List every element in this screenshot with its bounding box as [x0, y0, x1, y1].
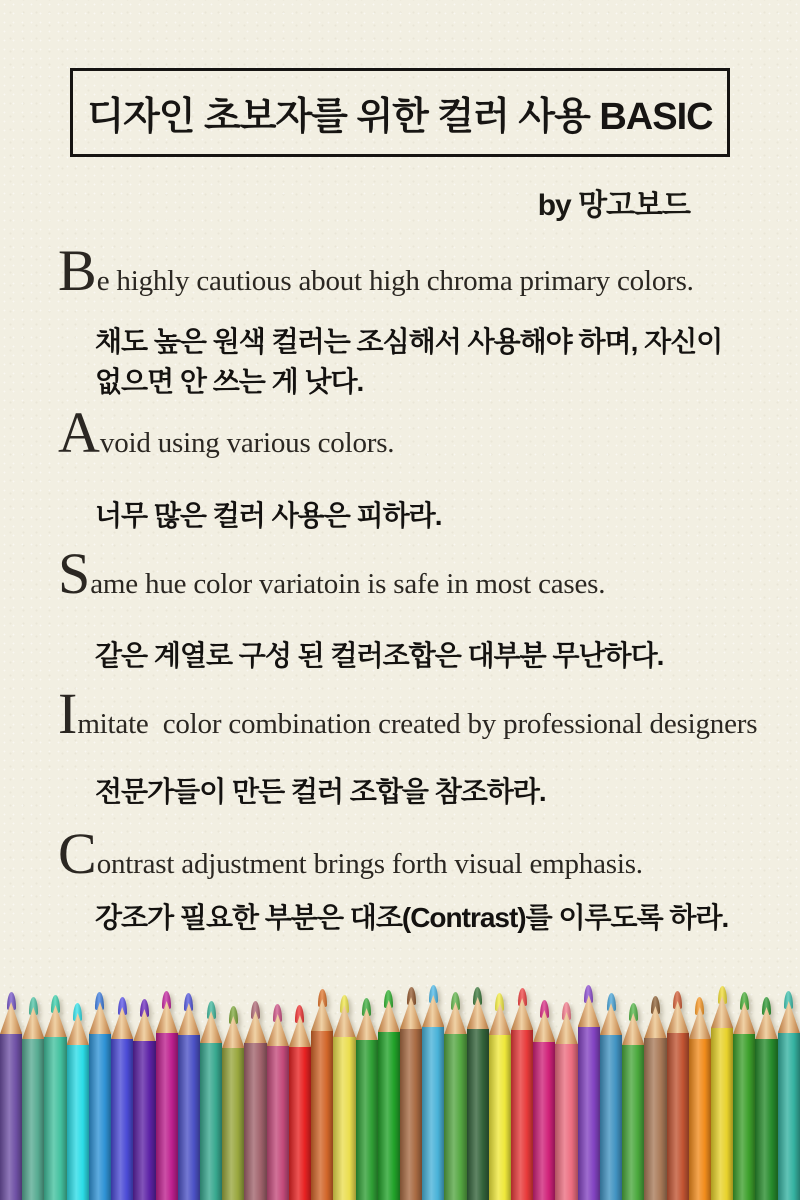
pencil-body — [555, 1044, 577, 1200]
pencil-body — [422, 1027, 444, 1200]
pencil-26 — [555, 1002, 577, 1200]
pencil-6 — [111, 997, 133, 1200]
pencil-body — [67, 1045, 89, 1200]
pencil-body — [667, 1033, 689, 1200]
byline: by 망고보드 — [537, 189, 690, 222]
pencil-body — [467, 1029, 489, 1200]
pencil-wood-cone — [22, 1007, 44, 1039]
pencil-wood-cone — [467, 997, 489, 1029]
pencil-21 — [444, 992, 466, 1200]
pencil-body — [778, 1033, 800, 1200]
pencil-wood-cone — [644, 1006, 666, 1038]
pencil-wood-cone — [489, 1003, 511, 1035]
pencil-wood-cone — [0, 1002, 22, 1034]
pencil-2 — [22, 997, 44, 1200]
section-c-korean-line-1: 강조가 필요한 부분은 대조(Contrast)를 이루도록 하라. — [95, 902, 729, 933]
pencil-body — [400, 1029, 422, 1200]
drop-cap-s: S — [58, 541, 91, 606]
pencil-wood-cone — [244, 1011, 266, 1043]
colored-pencils-row — [0, 985, 800, 1200]
section-b-korean-line-1: 채도 높은 원색 컬러는 조심해서 사용해야 하며, 자신이 — [95, 326, 723, 357]
pencil-body — [600, 1035, 622, 1200]
pencil-body — [178, 1035, 200, 1200]
pencil-body — [22, 1039, 44, 1200]
pencil-9 — [178, 993, 200, 1200]
section-s-korean — [95, 636, 785, 676]
pencil-wood-cone — [555, 1012, 577, 1044]
page-title: 디자인 초보자를 위한 컬러 사용 BASIC — [87, 96, 713, 138]
pencil-31 — [667, 991, 689, 1200]
pencil-body — [267, 1046, 289, 1200]
drop-cap-a: A — [58, 400, 100, 465]
pencil-body — [356, 1040, 378, 1200]
pencil-23 — [489, 993, 511, 1200]
pencil-wood-cone — [755, 1007, 777, 1039]
pencil-wood-cone — [356, 1008, 378, 1040]
section-b-korean — [95, 322, 785, 402]
pencil-body — [533, 1042, 555, 1200]
pencil-body — [733, 1034, 755, 1200]
section-i-korean-line-1: 전문가들이 만든 컬러 조합을 참조하라. — [95, 776, 546, 807]
pencil-body — [622, 1045, 644, 1200]
section-b-english-rest: e highly cautious about high chroma primary colors. — [96, 265, 694, 297]
pencil-wood-cone — [289, 1015, 311, 1047]
pencil-wood-cone — [689, 1007, 711, 1039]
pencil-30 — [644, 996, 666, 1200]
pencil-7 — [133, 999, 155, 1200]
pencil-20 — [422, 985, 444, 1200]
pencil-24 — [511, 988, 533, 1200]
pencil-body — [755, 1039, 777, 1200]
pencil-body — [44, 1037, 66, 1200]
section-a-english — [58, 400, 778, 465]
pencil-11 — [222, 1006, 244, 1200]
pencil-body — [311, 1031, 333, 1200]
pencil-body — [578, 1027, 600, 1200]
section-a-korean-line-1: 너무 많은 컬러 사용은 피하라. — [95, 500, 442, 531]
pencil-25 — [533, 1000, 555, 1200]
section-i-korean — [95, 772, 785, 812]
drop-cap-i: I — [58, 681, 78, 746]
section-a-korean — [95, 496, 785, 536]
pencil-34 — [733, 992, 755, 1200]
pencil-wood-cone — [733, 1002, 755, 1034]
pencil-15 — [311, 989, 333, 1200]
pencil-wood-cone — [267, 1014, 289, 1046]
pencil-body — [689, 1039, 711, 1200]
drop-cap-b: B — [58, 238, 97, 303]
pencil-wood-cone — [667, 1001, 689, 1033]
section-b-english — [58, 238, 778, 303]
pencil-3 — [44, 995, 66, 1200]
section-s-english — [58, 541, 778, 606]
pencil-13 — [267, 1004, 289, 1200]
pencil-body — [133, 1041, 155, 1200]
pencil-wood-cone — [44, 1005, 66, 1037]
pencil-body — [111, 1039, 133, 1200]
pencil-wood-cone — [89, 1002, 111, 1034]
pencil-body — [289, 1047, 311, 1200]
pencil-1 — [0, 992, 22, 1200]
pencil-4 — [67, 1003, 89, 1200]
section-i-english-rest: mitate color combination created by professional designers — [77, 708, 758, 740]
pencil-body — [89, 1034, 111, 1200]
pencil-body — [489, 1035, 511, 1200]
pencil-29 — [622, 1003, 644, 1200]
pencil-wood-cone — [422, 995, 444, 1027]
title-box — [70, 68, 730, 157]
pencil-body — [444, 1034, 466, 1200]
pencil-wood-cone — [222, 1016, 244, 1048]
section-c-english-rest: ontrast adjustment brings forth visual emphasis. — [96, 848, 643, 880]
pencil-12 — [244, 1001, 266, 1200]
pencil-16 — [333, 995, 355, 1200]
pencil-body — [200, 1043, 222, 1200]
pencil-wood-cone — [133, 1009, 155, 1041]
pencil-33 — [711, 986, 733, 1200]
section-s-korean-line-1: 같은 계열로 구성 된 컬러조합은 대부분 무난하다. — [95, 640, 664, 671]
pencil-body — [156, 1033, 178, 1200]
pencil-body — [644, 1038, 666, 1200]
pencil-wood-cone — [333, 1005, 355, 1037]
pencil-14 — [289, 1005, 311, 1200]
pencil-19 — [400, 987, 422, 1200]
pencil-10 — [200, 1001, 222, 1200]
pencil-wood-cone — [778, 1001, 800, 1033]
pencil-wood-cone — [511, 998, 533, 1030]
pencil-body — [511, 1030, 533, 1200]
section-c-english — [58, 821, 778, 886]
pencil-35 — [755, 997, 777, 1200]
pencil-22 — [467, 987, 489, 1200]
pencil-body — [711, 1028, 733, 1200]
pencil-body — [222, 1048, 244, 1200]
pencil-wood-cone — [111, 1007, 133, 1039]
pencil-wood-cone — [400, 997, 422, 1029]
pencil-body — [244, 1043, 266, 1200]
section-b-korean-line-2: 없으면 안 쓰는 게 낫다. — [95, 366, 364, 397]
pencil-28 — [600, 993, 622, 1200]
section-a-english-rest: void using various colors. — [99, 427, 395, 459]
drop-cap-c: C — [58, 821, 97, 886]
pencil-27 — [578, 985, 600, 1200]
pencil-wood-cone — [600, 1003, 622, 1035]
pencil-8 — [156, 991, 178, 1200]
pencil-wood-cone — [533, 1010, 555, 1042]
pencil-wood-cone — [200, 1011, 222, 1043]
pencil-body — [0, 1034, 22, 1200]
pencil-wood-cone — [578, 995, 600, 1027]
pencil-36 — [778, 991, 800, 1200]
pencil-5 — [89, 992, 111, 1200]
pencil-wood-cone — [156, 1001, 178, 1033]
pencil-18 — [378, 990, 400, 1200]
pencil-wood-cone — [711, 996, 733, 1028]
pencil-wood-cone — [444, 1002, 466, 1034]
section-i-english — [58, 681, 778, 746]
pencil-wood-cone — [311, 999, 333, 1031]
pencil-body — [378, 1032, 400, 1200]
pencil-32 — [689, 997, 711, 1200]
pencil-17 — [356, 998, 378, 1200]
pencil-wood-cone — [67, 1013, 89, 1045]
section-s-english-rest: ame hue color variatoin is safe in most cases. — [90, 568, 606, 600]
pencil-body — [333, 1037, 355, 1200]
pencil-wood-cone — [622, 1013, 644, 1045]
pencil-wood-cone — [378, 1000, 400, 1032]
pencil-wood-cone — [178, 1003, 200, 1035]
section-c-korean — [95, 898, 785, 938]
